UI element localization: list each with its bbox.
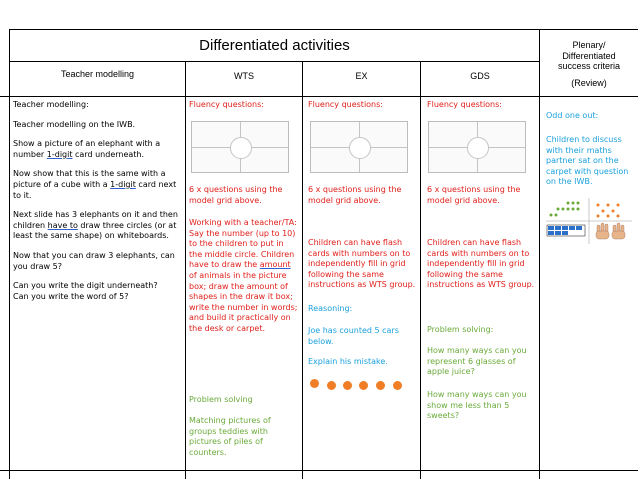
col-header-gds: GDS [470, 71, 490, 81]
wts-working-with-teacher: Working with a teacher/TA: Say the number (up to 10) to the children to put in the middle circle. Children have to draw the amount of animals in the picture box; draw the amount of shapes in the draw it box; write the number in words; and build it practically on the desk or carpet. [189, 218, 298, 333]
gds-problem-solving: Problem solving: [427, 325, 494, 334]
gds-less-than-five: How many ways can you show me less than 5 sweets? [427, 390, 527, 421]
col-header-ex: EX [355, 71, 368, 81]
wts-matching: Matching pictures of groups teddies with pictures of piles of counters. [189, 416, 271, 457]
ex-explain-mistake: Explain his mistake. [308, 357, 388, 366]
gds-six-questions: 6 x questions using the model grid above. [427, 185, 521, 205]
table-bottom-border [0, 470, 638, 471]
ex-joe-counted: Joe has counted 5 cars below. [308, 326, 399, 346]
col-divider-wts [302, 61, 303, 479]
orange-dot [359, 381, 368, 390]
table-subheader-line [9, 61, 540, 62]
teacher-write-digit: Can you write the digit underneath? Can you write the word of 5? [13, 281, 158, 301]
col-header-wts: WTS [234, 71, 254, 81]
page-title: Differentiated activities [199, 37, 350, 54]
plenary-header-line-4: (Review) [571, 77, 607, 88]
teacher-three-elephants: Next slide has 3 elephants on it and then children have to draw three circles (or at least the same shape) on whiteboards. [13, 210, 178, 241]
ex-six-questions: 6 x questions using the model grid above. [308, 185, 402, 205]
wts-six-questions: 6 x questions using the model grid above. [189, 185, 283, 205]
col-divider-teacher [185, 61, 186, 479]
table-header-bottom-border [0, 96, 638, 97]
teacher-iwb: Teacher modelling on the IWB. [13, 119, 136, 129]
plenary-header-line-2: Differentiated [562, 50, 616, 61]
teacher-draw-five: Now that you can draw 3 elephants, can you draw 5? [13, 250, 175, 271]
ex-model-grid-image [310, 121, 408, 173]
wts-model-grid-image [191, 121, 289, 173]
plenary-header [540, 40, 638, 88]
gds-fluency-heading: Fluency questions: [427, 100, 502, 109]
gds-flash-cards: Children can have flash cards with numbers on to independently fill in grid following the same instructions as WTS group. [427, 238, 535, 290]
col-header-teacher: Teacher modelling [60, 69, 135, 79]
ex-reasoning: Reasoning: [308, 304, 353, 313]
gds-model-grid-image [428, 121, 526, 173]
wts-fluency-heading: Fluency questions: [189, 100, 264, 109]
orange-dot [393, 381, 402, 390]
odd-one-out-image [546, 198, 632, 244]
ex-flash-cards: Children can have flash cards with numbers on to independently fill in grid following the same instructions as WTS group. [308, 238, 416, 290]
ex-fluency-heading: Fluency questions: [308, 100, 383, 109]
table-top-border [9, 29, 638, 30]
gds-represent-six: How many ways can you represent 6 glasses of apple juice? [427, 346, 527, 377]
col-divider-ex [420, 61, 421, 479]
teacher-elephant: Show a picture of an elephant with a number 1-digit card underneath. [13, 139, 161, 159]
col-divider-gds [539, 29, 540, 479]
teacher-column [13, 100, 183, 302]
orange-dot [310, 379, 319, 388]
orange-dot [343, 381, 352, 390]
plenary-header-line-3: success criteria [557, 61, 620, 71]
odd-one-out-svg [546, 198, 632, 244]
table-left-border [9, 29, 10, 479]
teacher-cube: Now show that this is the same with a picture of a cube with a 1-digit card next to it. [13, 169, 177, 200]
plenary-odd-one-out: Odd one out: [546, 111, 599, 120]
plenary-header-line-1: Plenary/ [572, 40, 606, 50]
wts-problem-solving: Problem solving [189, 395, 253, 404]
orange-dot [376, 381, 385, 390]
orange-dot [327, 381, 336, 390]
teacher-heading: Teacher modelling: [13, 100, 89, 109]
plenary-discuss: Children to discuss with their maths partner sat on the carpet with question on the IWB. [546, 135, 629, 187]
